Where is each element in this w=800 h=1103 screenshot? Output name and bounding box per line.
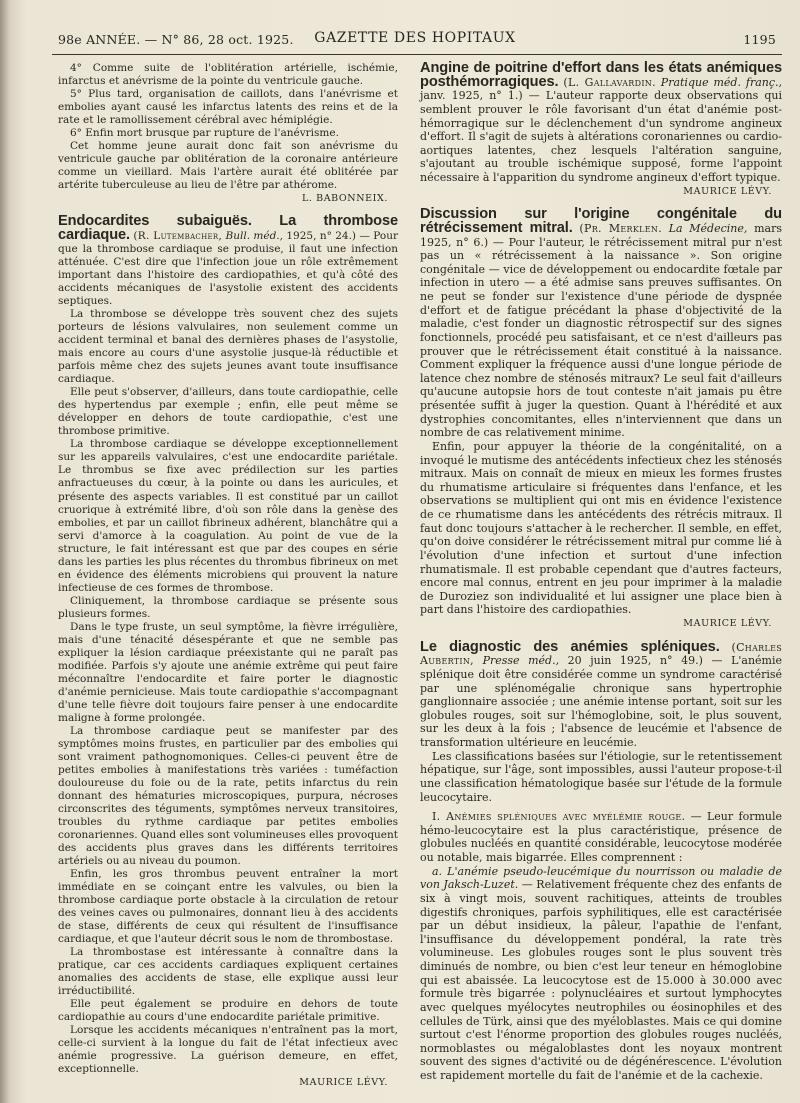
article-paragraph: Elle peut s'observer, d'ailleurs, dans toute cardiopathie, celle des hypertendus par exemple ; enfin, elle peut même se développer en dehors de toute cardiopathie, c'est une thrombose primitive. (58, 386, 398, 438)
article-author: (Pr. Merklen. (579, 221, 662, 235)
article-signature: MAURICE LÉVY. (683, 618, 772, 629)
subsection-heading: a. L'anémie pseudo-leucémique du nourrisson ou maladie de von Jaksch-Luzet. (420, 864, 782, 892)
article-paragraph: La thrombostase est intéressante à connaître dans la pratique, car ces accidents cardiaques expliquent certaines anomalies des accidents de stase, elle explique aussi leur irréductibilité. (58, 946, 398, 998)
article-thrombose (58, 215, 398, 1089)
page-number: 1195 (743, 32, 776, 47)
article-paragraph: La thrombose cardiaque peut se manifester par des symptômes moins frustes, en particulier par des embolies qui sont vraiment pathognomoniques. Celles-ci peuvent être de petites embolies à manifestations très variées : tuméfaction douloureuse du foie ou de la rate, petits infarctus du rein donnant des hématuries microscopiques, purpura, nécroses circonscrites des téguments, symptômes nerveux transitoires, troubles du rythme cardiaque par petites embolies coronariennes. Quand elles sont volumineuses elles provoquent des accidents plus graves dans les différents territoires artériels ou au niveau du poumon. (58, 724, 398, 867)
article-title: Discussion sur l'origine congénitale du rétrécissement mitral. (420, 206, 782, 236)
article-source: La Médecine, (668, 221, 748, 235)
article-paragraph: Enfin, les gros thrombus peuvent entraîner la mort immédiate en se coinçant entre les valvules, ou bien la thrombose cardiaque porte obstacle à la circulation de retour des veines caves ou pulmonaires, donnant lieu à des accidents de stase, différents de ceux qui résultent de l'insuffisance cardiaque, et que l'auteur décrit sous le nom de thrombostase. (58, 867, 398, 946)
article-source: Pratique méd. franç., (660, 75, 782, 89)
journal-title: GAZETTE DES HOPITAUX (314, 30, 516, 46)
article-title: Angine de poitrine d'effort dans les états anémiques posthémorragiques. (420, 60, 782, 90)
intro-paragraph: Cet homme jeune aurait donc fait son anévrisme du ventricule gauche par oblitération de la coronaire antérieure comme un vieillard. Mais l'artère aurait été oblitérée par artérite tuberculeuse au lieu de l'être par athérome. (58, 140, 398, 192)
article-paragraph: Les classifications basées sur l'étiologie, sur le retentissement hépatique, sur l'âge, sont impossibles, aussi l'auteur propose-t-il une classification hématologique basée sur l'étude de la formule leucocytaire. (420, 749, 782, 804)
article-lead (420, 208, 782, 440)
article-lead (420, 638, 783, 750)
article-text: 1925, n° 24.) — Pour que la thrombose cardiaque se produise, il faut une infection atténuée. C'est dire que l'infection joue un rôle extrêmement important dans l'histoire des cardiopathies, et qu'à côté des accidents mécaniques de l'asystolie existent des accidents septiques. (58, 230, 399, 308)
article-author: (L. Gallavardin. (563, 75, 656, 89)
article-source: Bull. méd., (225, 230, 283, 243)
article-source: Presse méd., (482, 654, 560, 668)
article-text: mars 1925, n° 6.) — Pour l'auteur, le rétrécissement mitral pur n'est pas un « rétrécissement à la naissance ». Son origine congénitale — vice de développement ou endocardite fœtale par infection in utero — a été admise sans preuves suffisantes. On ne peut se fonder sur l'existence d'une période de dyspnée d'effort et de fatigue précédant la phase d'objectivité de la maladie, c'est fonder un diagnostic rétrospectif sur des signes fonctionnels, procédé peu satisfaisant, et ce n'est d'ailleurs pas prouver que le rétrécissement était constitué à la naissance. Comment expliquer la fréquence aussi d'une longue période de latence chez nombre de sténosés mitraux? Le seul fait d'ailleurs qu'aucune autopsie hors de tout conteste n'ait jamais pu être présentée suffit à juger la question. Quant à l'hérédité et aux dystrophies concomitantes, elles n'interviennent que dans un nombre de cas relativement minime. (420, 221, 783, 440)
article-title: Endocardites subaiguës. La thrombose cardiaque. (58, 213, 398, 244)
section-text: — Leur formule hémo-leucocytaire est la plus caractéristique, présence de globules nucléés en quantité considérable, leucocytose modérée ou notable, mais bigarrée. Elles comprennent : (420, 810, 782, 864)
intro-paragraph: 6° Enfin mort brusque par rupture de l'anévrisme. (70, 127, 339, 140)
right-column (420, 62, 782, 1083)
article-paragraph: Dans le type fruste, un seul symptôme, la fièvre irrégulière, mais d'une ténacité désespérante et que ne semble pas expliquer la lésion cardiaque préexistante qui ne paraît pas modifiée. Parfois s'y ajoute une anémie extrême qui peut faire méconnaître l'endocardite et faire porter le diagnostic d'anémie pernicieuse. Mais toute cardiopathie s'accompagnant d'une telle fièvre doit toujours faire penser à une endocardite maligne à forme prolongée. (58, 620, 398, 724)
article-lead (420, 62, 782, 185)
issue-info: 98e ANNÉE. — N° 86, 28 oct. 1925. (58, 32, 294, 47)
article-signature: MAURICE LÉVY. (683, 185, 772, 197)
article-text: janv. 1925, n° 1.) — L'auteur rapporte deux observations qui semblent prouver le rôle favorisant d'un état d'anémie post-hémorragique sur le déclenchement d'un syndrome angineux d'effort. Il s'agit de sujets à altérations coronariennes ou cardio-aortiques latentes, chez lesquels l'altération sanguine, s'ajoutant au trouble ischémique supposé, forme l'appoint nécessaire à l'apparition du syndrome angineux d'effort typique. (420, 89, 782, 184)
article-retrecissement (420, 208, 782, 630)
article-author: (Charles Aubertin, (420, 640, 783, 668)
header-rule (52, 54, 782, 55)
section-heading: I. Anémies spléniques avec myélémie rouge. (432, 810, 686, 824)
article-paragraph: Elle peut également se produire en dehors de toute cardiopathie au cours d'une endocardite pariétale primitive. (58, 998, 398, 1024)
article-author: (R. Lutembacher, (133, 230, 223, 243)
article-text: 20 juin 1925, n° 49.) — L'anémie splénique doit être considérée comme un syndrome caractérisé par une splénomégalie chronique sans hypertrophie ganglionnaire associée ; une anémie intense portant, soit sur les globules rouges, soit sur l'hémoglobine, soit, le plus souvent, sur les deux à la fois ; l'absence de leucémie et l'absence de transformation ultérieure en leucémie. (420, 654, 783, 749)
intro-paragraph: 4° Comme suite de l'oblitération artérielle, ischémie, infarctus et anévrisme de la pointe du ventricule gauche. (58, 62, 398, 88)
page-header (50, 28, 780, 50)
section-paragraph (420, 810, 782, 865)
intro-signature: L. BABONNEIX. (301, 193, 388, 205)
article-title: Le diagnostic des anémies spléniques. (420, 638, 720, 655)
article-signature: MAURICE LÉVY. (299, 1077, 388, 1089)
article-paragraph: Cliniquement, la thrombose cardiaque se présente sous plusieurs formes. (58, 594, 398, 620)
intro-paragraph: 5° Plus tard, organisation de caillots, dans l'anévrisme et embolies ayant causé les infarctus latents des reins et de la rate et le ramollissement cérébral avec hémiplégie. (58, 88, 398, 127)
subsection-text: — Relativement fréquente chez des enfants de six à vingt mois, souvent rachitiques, atteints de troubles digestifs chroniques, parfois syphilitiques, elle est caractérisée par un début insidieux, la pâleur, l'apathie de l'enfant, l'insuffisance du développement pondéral, la rate très volumineuse. Les globules rouges sont le plus souvent très diminués de nombre, ou bien c'est leur teneur en hémoglobine qui est abaissée. La leucocytose est de 15.000 à 30.000 avec formule très bigarrée : polynucléaires et surtout lymphocytes avec quelques myélocytes neutrophiles ou éosinophiles et des cellules de Türk, ainsi que des myéloblastes. Mais ce qui domine surtout c'est l'énorme proportion des globules rouges nucléés, normoblastes ou mégaloblastes dont les noyaux montrent souvent des signes d'activité ou de dégénérescence. L'évolution est rapidement mortelle du fait de l'anémie et de la cachexie. (420, 878, 782, 1082)
left-column (58, 62, 398, 1089)
article-anemies (420, 638, 783, 1083)
article-paragraph: La thrombose se développe très souvent chez des sujets porteurs de lésions valvulaires, non seulement comme un accident terminal et banal des dernières phases de l'asystolie, mais encore au cours d'une asystolie jusque-là réductible et parfois même chez des sujets jeunes avant toute insuffisance cardiaque. (58, 308, 398, 386)
subsection-paragraph (420, 865, 782, 1083)
article-paragraph: Enfin, pour appuyer la théorie de la congénitalité, on a invoqué le mutisme des antécédents infectieux chez les sténosés mitraux. Mais on connaît de mieux en mieux les formes frustes du rhumatisme articulaire si fréquentes dans l'enfance, et les observations se multiplient qui ont mis en évidence l'existence de ce rhumatisme dans les antécédents des rétrécis mitraux. Il faut donc toujours s'attacher à le rechercher. Il semble, en effet, qu'on doive considérer le rétrécissement mitral pur comme lié à l'évolution d'une infection et surtout d'une infection rhumatismale. Il est probable cependant que d'autres facteurs, encore mal connus, entrent en jeu pour imprimer à la maladie de Duroziez son individualité et lui assigner une place bien à part dans l'histoire des cardiopathies. (420, 439, 782, 617)
article-paragraph: La thrombose cardiaque se développe exceptionnellement sur les appareils valvulaires, c'est une endocardite pariétale. Le thrombus se fixe avec prédilection sur les parties anfractueuses du cœur, à la pointe ou dans les auricules, et présente des aspects variables. Il est constitué par un caillot cruorique à extrémité libre, d'où son rôle dans la genèse des embolies, et par un caillot fibrineux adhérent, blanchâtre qui a servi d'amorce à la coagulation. Au point de vue de la structure, le fait intéressant est que par des coupes en série dans les parties les plus récentes du thrombus fibrineux on met en évidence des éléments microbiens qui prouvent la nature infectieuse de ces formes de thrombose. (58, 438, 398, 594)
article-lead (58, 215, 398, 308)
article-paragraph: Lorsque les accidents mécaniques n'entraînent pas la mort, celle-ci survient à la longue du fait de l'état infectieux avec anémie progressive. La guérison demeure, en effet, exceptionnelle. (58, 1024, 398, 1076)
article-angine (420, 62, 782, 198)
